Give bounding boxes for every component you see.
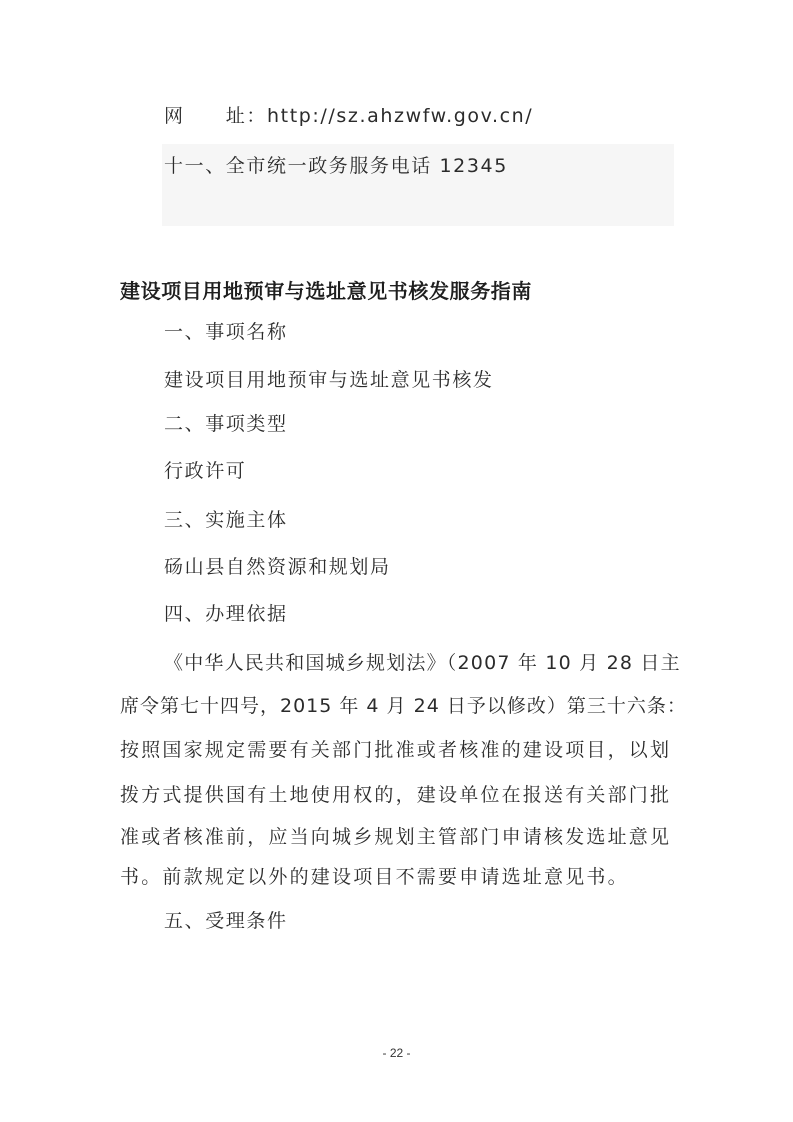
section-heading-legal-basis: 四、办理依据 [164, 603, 288, 625]
legal-basis-line-6: 书。前款规定以外的建设项目不需要申请选址意见书。 [120, 866, 629, 888]
authority-text: 砀山县自然资源和规划局 [164, 556, 391, 578]
item-name-text: 建设项目用地预审与选址意见书核发 [164, 369, 494, 391]
guide-title: 建设项目用地预审与选址意见书核发服务指南 [120, 279, 532, 303]
section-heading-item-name: 一、事项名称 [164, 321, 288, 343]
section-heading-item-type: 二、事项类型 [164, 413, 288, 435]
legal-basis-line-1: 《中华人民共和国城乡规划法》（2007 年 10 月 28 日主 [164, 652, 681, 674]
section-heading-authority: 三、实施主体 [164, 509, 288, 531]
phone-line: 十一、全市统一政务服务电话 12345 [164, 155, 508, 177]
legal-basis-line-5: 准或者核准前，应当向城乡规划主管部门申请核发选址意见 [120, 826, 672, 848]
legal-basis-line-4: 拨方式提供国有土地使用权的，建设单位在报送有关部门批 [120, 784, 672, 806]
legal-basis-line-3: 按照国家规定需要有关部门批准或者核准的建设项目，以划 [120, 739, 672, 761]
website-line: 网 址：http://sz.ahzwfw.gov.cn/ [164, 105, 534, 127]
section-heading-acceptance: 五、受理条件 [164, 910, 288, 932]
legal-basis-line-2: 席令第七十四号，2015 年 4 月 24 日予以修改）第三十六条： [120, 695, 687, 717]
page-number: - 22 - [382, 1046, 411, 1060]
item-type-text: 行政许可 [164, 460, 247, 482]
